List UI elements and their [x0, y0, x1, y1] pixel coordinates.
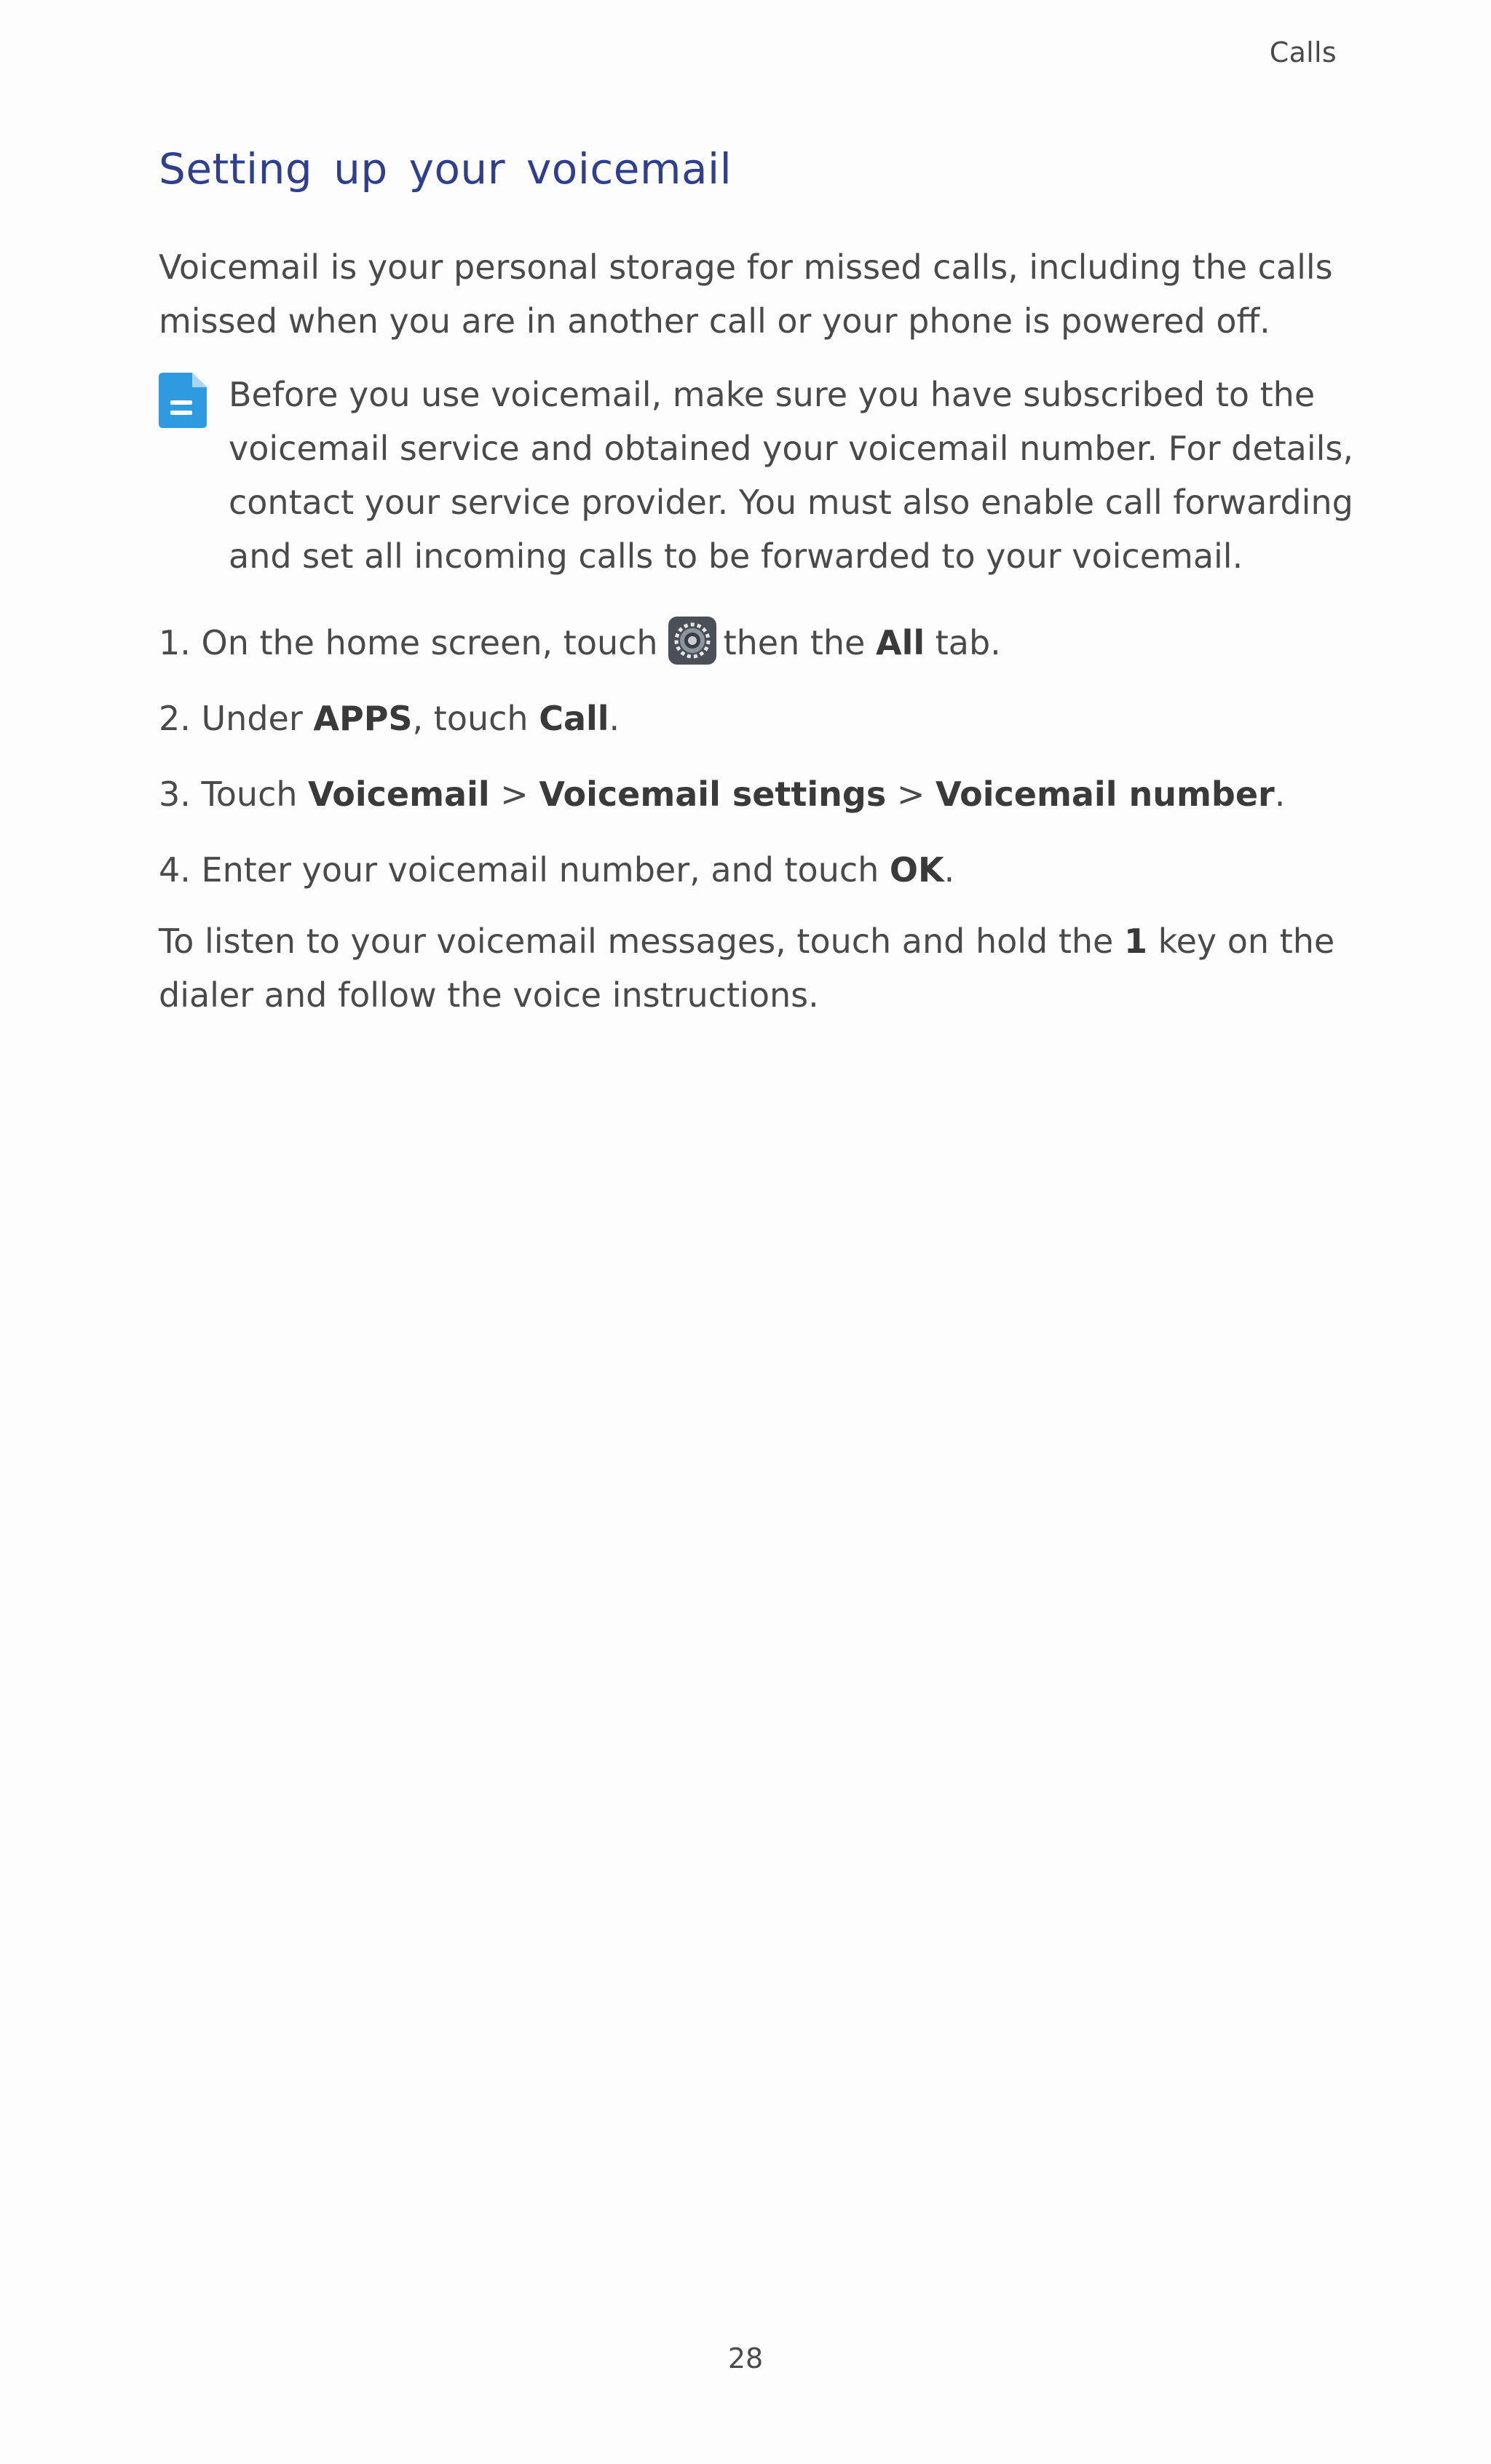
step-3-voicemail: Voicemail	[308, 775, 490, 814]
step-3-separator-2: >	[896, 775, 925, 814]
step-4	[159, 843, 954, 897]
step-3-after: .	[1274, 775, 1286, 814]
outro-text: To listen to your voicemail messages, touch and hold the	[159, 922, 1114, 961]
step-2-text: 2. Under	[159, 699, 303, 738]
step-2-after: .	[609, 699, 620, 738]
running-header-section: Calls	[1269, 36, 1337, 68]
step-4-text: 4. Enter your voicemail number, and touch	[159, 850, 879, 890]
step-3	[159, 767, 1285, 821]
outro-paragraph	[159, 914, 1353, 1022]
step-1-all-tab: All	[875, 623, 925, 662]
step-2-middle: , touch	[412, 699, 529, 738]
step-2-apps: APPS	[313, 699, 413, 738]
outro-after: key on the dialer and follow the voice instructions.	[159, 922, 1335, 1015]
step-4-ok: OK	[889, 850, 944, 890]
step-1-text: 1. On the home screen, touch	[159, 623, 658, 662]
step-1-after: tab.	[935, 623, 1001, 662]
settings-gear-icon	[668, 617, 716, 665]
step-3-separator-1: >	[500, 775, 529, 814]
note-text: Before you use voicemail, make sure you have subscribed to the voicemail service and obtained your voicemail number. For details, contact your service provider. You must also enable call forwarding and set all incoming calls to be forwarded to your voicemail.	[229, 375, 1353, 576]
step-2-call: Call	[539, 699, 609, 738]
page-number: 28	[727, 2342, 764, 2374]
page-title: Setting up your voicemail	[159, 144, 732, 194]
note-icon	[159, 373, 207, 428]
step-3-text: 3. Touch	[159, 775, 298, 814]
intro-paragraph: Voicemail is your personal storage for missed calls, including the calls missed when you are in another call or your phone is powered off.	[159, 247, 1333, 341]
step-2	[159, 692, 620, 745]
step-3-voicemail-settings: Voicemail settings	[539, 775, 887, 814]
step-4-after: .	[944, 850, 955, 890]
outro-key-1: 1	[1123, 922, 1147, 961]
step-1-middle: then the	[723, 623, 866, 662]
step-1	[159, 616, 1001, 670]
step-3-voicemail-number: Voicemail number	[936, 775, 1275, 814]
